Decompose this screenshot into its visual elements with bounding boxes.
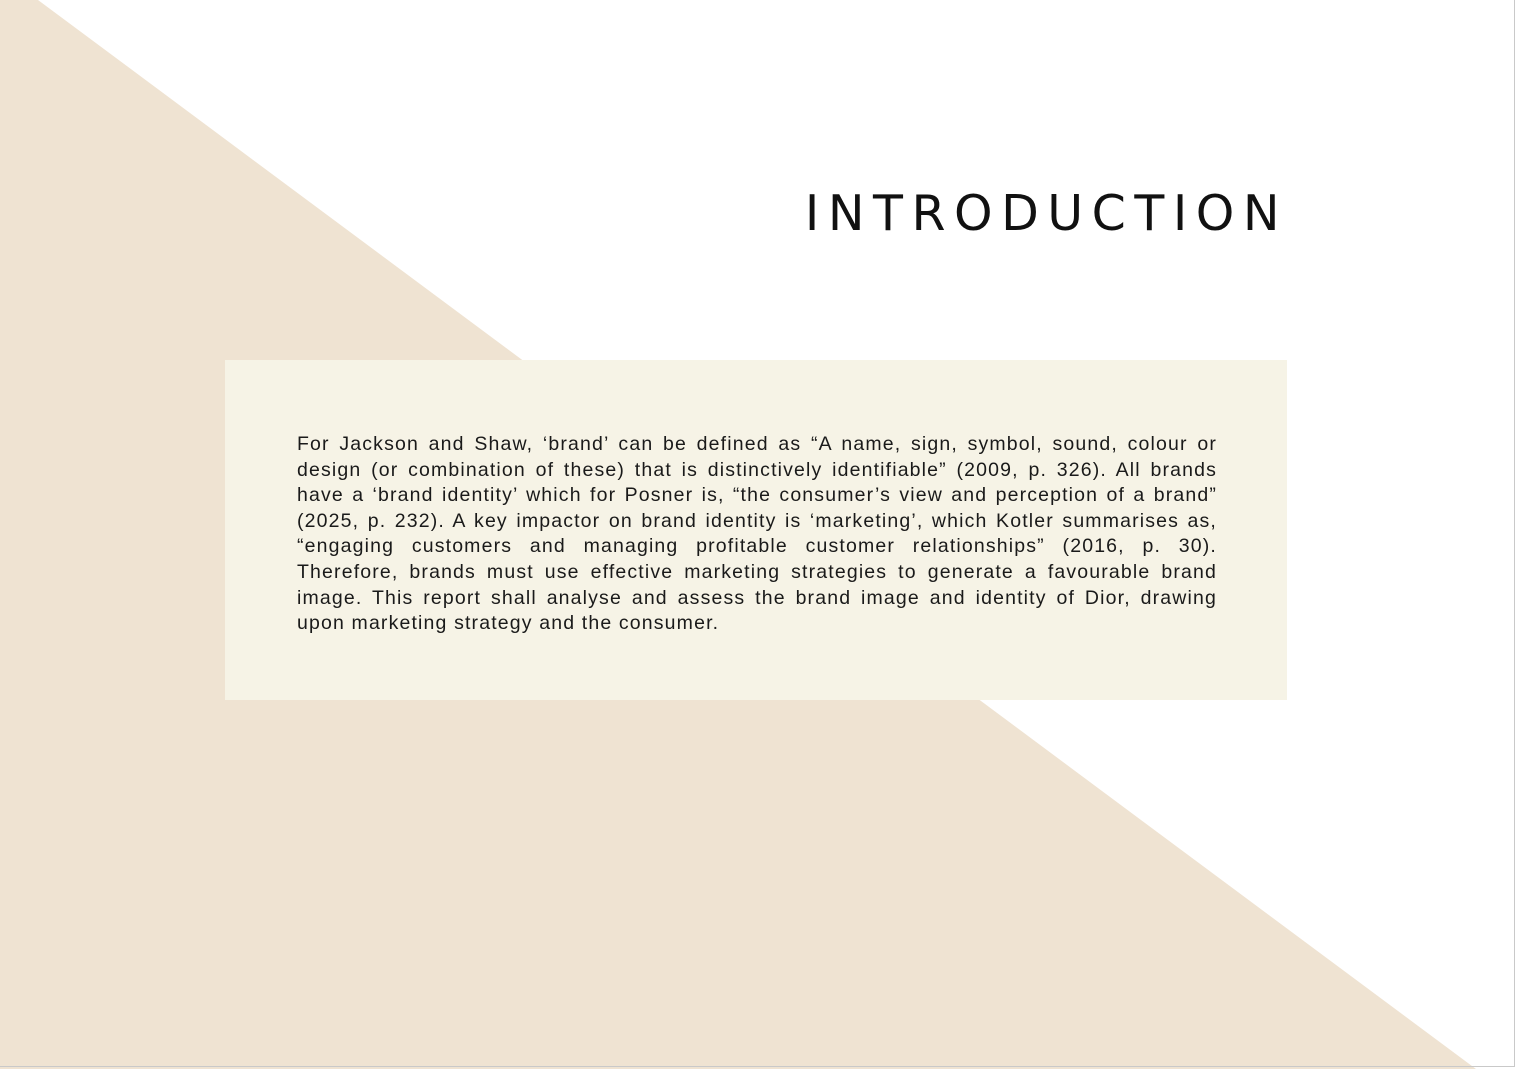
intro-paragraph: For Jackson and Shaw, ‘brand’ can be defined as “A name, sign, symbol, sound, colour or design (or combination of these) that is distinctively identifiable” (2009, p. 326). All brands have a ‘brand identity’ which for Posner is, “the consumer’s view and perception of a brand” (2025, p. 232). A key impactor on brand identity is ‘marketing’, which Kotler summarises as, “engaging customers and managing profitable customer relationships” (2016, p. 30). Therefore, brands must use effective marketing strategies to generate a favourable brand image. This report shall analyse and assess the brand image and identity of Dior, drawing upon marketing strategy and the consumer. bbox=[297, 433, 1217, 635]
page-edge-bottom bbox=[0, 1066, 1515, 1067]
intro-text-box bbox=[225, 360, 1287, 700]
page-edge-right bbox=[1514, 0, 1515, 1067]
page-title: INTRODUCTION bbox=[804, 185, 1288, 242]
